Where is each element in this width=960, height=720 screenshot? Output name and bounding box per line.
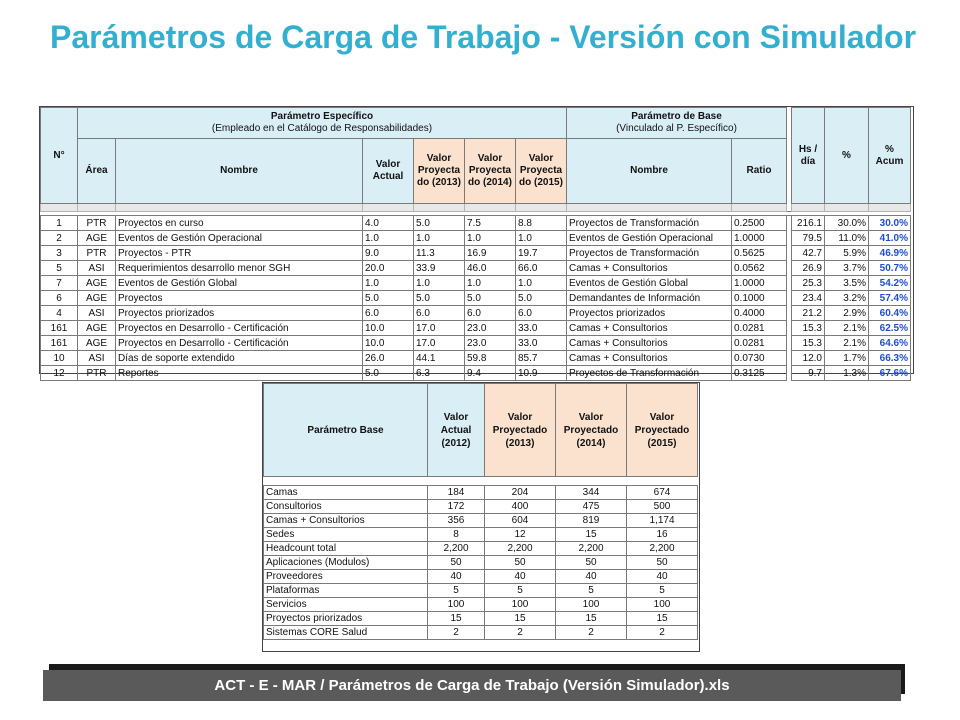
row-valor-2015[interactable]: 19.7 — [516, 246, 567, 261]
row-proyectado-2015[interactable]: 2,200 — [627, 542, 698, 556]
page-title: Parámetros de Carga de Trabajo - Versión con Simulador — [50, 19, 917, 55]
row-parametro[interactable]: Consultorios — [264, 500, 428, 514]
row-proyectado-2014[interactable]: 15 — [556, 528, 627, 542]
header-ratio: Ratio — [732, 139, 787, 204]
row-proyectado-2013[interactable]: 50 — [485, 556, 556, 570]
row-proyectado-2015[interactable]: 5 — [627, 584, 698, 598]
row-valor-2014[interactable]: 23.0 — [465, 336, 516, 351]
row-nombre[interactable]: Eventos de Gestión Operacional — [116, 231, 363, 246]
row-valor-actual[interactable]: 2 — [428, 626, 485, 640]
row-valor-2013[interactable]: 44.1 — [414, 351, 465, 366]
filter-row — [41, 204, 911, 212]
row-area[interactable]: ASI — [78, 351, 116, 366]
header-param-especifico-sub: (Empleado en el Catálogo de Responsabilidades) — [211, 123, 433, 134]
row-valor-actual[interactable]: 8 — [428, 528, 485, 542]
row-parametro[interactable]: Sistemas CORE Salud — [264, 626, 428, 640]
row-nombre[interactable]: Días de soporte extendido — [116, 351, 363, 366]
header-param-especifico — [78, 108, 567, 139]
row-valor-actual[interactable]: 1.0 — [363, 276, 414, 291]
row-proyectado-2014[interactable]: 40 — [556, 570, 627, 584]
row-ratio[interactable]: 1.0000 — [732, 231, 787, 246]
row-valor-2013[interactable]: 17.0 — [414, 336, 465, 351]
row-proyectado-2015[interactable]: 50 — [627, 556, 698, 570]
row-valor-2015[interactable]: 10.9 — [516, 366, 567, 381]
header-nombre: Nombre — [116, 139, 363, 204]
row-area[interactable]: PTR — [78, 366, 116, 381]
table-row — [264, 486, 698, 500]
row-pct-acum[interactable]: 41.0% — [869, 231, 911, 246]
row-proyectado-2013[interactable]: 5 — [485, 584, 556, 598]
row-parametro[interactable]: Camas + Consultorios — [264, 514, 428, 528]
row-pct[interactable]: 5.9% — [825, 246, 869, 261]
row-nombre-base[interactable]: Proyectos de Transformación — [567, 246, 732, 261]
row-ratio[interactable]: 1.0000 — [732, 276, 787, 291]
row-nombre-base[interactable]: Demandantes de Información — [567, 291, 732, 306]
row-proyectado-2015[interactable]: 500 — [627, 500, 698, 514]
row-valor-2014[interactable]: 6.0 — [465, 306, 516, 321]
row-pct-acum[interactable]: 57.4% — [869, 291, 911, 306]
row-hs-dia[interactable]: 12.0 — [792, 351, 825, 366]
table-row — [264, 542, 698, 556]
row-area[interactable]: AGE — [78, 321, 116, 336]
header-valor-actual: Valor Actual — [363, 139, 414, 204]
table-row — [41, 276, 911, 291]
row-valor-2013[interactable]: 1.0 — [414, 231, 465, 246]
row-ratio[interactable]: 0.0281 — [732, 321, 787, 336]
row-nombre-base[interactable]: Camas + Consultorios — [567, 336, 732, 351]
row-hs-dia[interactable]: 23.4 — [792, 291, 825, 306]
row-area[interactable]: ASI — [78, 306, 116, 321]
row-ratio[interactable]: 0.3125 — [732, 366, 787, 381]
row-number[interactable]: 6 — [41, 291, 78, 306]
row-valor-actual[interactable]: 40 — [428, 570, 485, 584]
table-row — [264, 528, 698, 542]
row-hs-dia[interactable]: 21.2 — [792, 306, 825, 321]
row-valor-2015[interactable]: 33.0 — [516, 336, 567, 351]
row-nombre[interactable]: Proyectos en Desarrollo - Certificación — [116, 336, 363, 351]
row-number[interactable]: 5 — [41, 261, 78, 276]
table-row — [264, 570, 698, 584]
table-row — [41, 336, 911, 351]
base-parameters-sheet — [262, 382, 700, 652]
row-valor-actual[interactable]: 15 — [428, 612, 485, 626]
row-proyectado-2015[interactable]: 2 — [627, 626, 698, 640]
header-parametro-base: Parámetro Base — [264, 384, 428, 477]
row-proyectado-2014[interactable]: 819 — [556, 514, 627, 528]
row-pct-acum[interactable]: 50.7% — [869, 261, 911, 276]
row-area[interactable]: AGE — [78, 291, 116, 306]
header-proyectado-2014: Valor Proyectado (2014) — [556, 384, 627, 477]
row-valor-actual[interactable]: 5.0 — [363, 366, 414, 381]
row-valor-2015[interactable]: 1.0 — [516, 231, 567, 246]
row-pct-acum[interactable]: 46.9% — [869, 246, 911, 261]
row-number[interactable]: 7 — [41, 276, 78, 291]
header-valor-2015: Valor Proyecta do (2015) — [516, 139, 567, 204]
row-valor-2014[interactable]: 5.0 — [465, 291, 516, 306]
row-ratio[interactable]: 0.0730 — [732, 351, 787, 366]
row-valor-2013[interactable]: 5.0 — [414, 216, 465, 231]
row-proyectado-2013[interactable]: 2,200 — [485, 542, 556, 556]
row-nombre-base[interactable]: Eventos de Gestión Global — [567, 276, 732, 291]
row-valor-actual[interactable]: 5.0 — [363, 291, 414, 306]
header-param-base-title: Parámetro de Base — [631, 111, 722, 122]
header-pct-acum: % Acum — [869, 108, 911, 204]
row-valor-2014[interactable]: 23.0 — [465, 321, 516, 336]
row-hs-dia[interactable]: 9.7 — [792, 366, 825, 381]
row-nombre[interactable]: Proyectos - PTR — [116, 246, 363, 261]
row-proyectado-2014[interactable]: 344 — [556, 486, 627, 500]
row-number[interactable]: 2 — [41, 231, 78, 246]
header-param-especifico-title: Parámetro Específico — [270, 111, 374, 122]
row-proyectado-2015[interactable]: 100 — [627, 598, 698, 612]
header-param-base — [567, 108, 787, 139]
row-proyectado-2013[interactable]: 15 — [485, 612, 556, 626]
row-valor-actual[interactable]: 1.0 — [363, 231, 414, 246]
row-parametro[interactable]: Proveedores — [264, 570, 428, 584]
row-ratio[interactable]: 0.0281 — [732, 336, 787, 351]
table-row — [41, 306, 911, 321]
row-valor-actual[interactable]: 356 — [428, 514, 485, 528]
table-row — [264, 598, 698, 612]
row-nombre[interactable]: Reportes — [116, 366, 363, 381]
row-parametro[interactable]: Servicios — [264, 598, 428, 612]
row-valor-2013[interactable]: 6.0 — [414, 306, 465, 321]
row-area[interactable]: PTR — [78, 246, 116, 261]
row-pct-acum[interactable]: 30.0% — [869, 216, 911, 231]
row-ratio[interactable]: 0.2500 — [732, 216, 787, 231]
row-pct[interactable]: 2.1% — [825, 336, 869, 351]
row-hs-dia[interactable]: 79.5 — [792, 231, 825, 246]
row-valor-2013[interactable]: 6.3 — [414, 366, 465, 381]
row-number[interactable]: 12 — [41, 366, 78, 381]
table-row — [41, 216, 911, 231]
row-pct[interactable]: 1.7% — [825, 351, 869, 366]
row-valor-2014[interactable]: 59.8 — [465, 351, 516, 366]
table-row — [264, 514, 698, 528]
filter-dropdown[interactable] — [41, 204, 78, 212]
row-area[interactable]: AGE — [78, 231, 116, 246]
row-valor-2014[interactable]: 16.9 — [465, 246, 516, 261]
row-proyectado-2013[interactable]: 400 — [485, 500, 556, 514]
header-valor-actual-2012: Valor Actual (2012) — [428, 384, 485, 477]
row-pct[interactable]: 30.0% — [825, 216, 869, 231]
row-hs-dia[interactable]: 15.3 — [792, 336, 825, 351]
header-area: Área — [78, 139, 116, 204]
row-proyectado-2015[interactable]: 674 — [627, 486, 698, 500]
row-valor-actual[interactable]: 10.0 — [363, 321, 414, 336]
table-row — [264, 556, 698, 570]
row-valor-2015[interactable]: 8.8 — [516, 216, 567, 231]
row-nombre-base[interactable]: Camas + Consultorios — [567, 321, 732, 336]
row-nombre-base[interactable]: Camas + Consultorios — [567, 351, 732, 366]
table-row — [41, 366, 911, 381]
row-pct[interactable]: 2.1% — [825, 321, 869, 336]
row-pct-acum[interactable]: 67.6% — [869, 366, 911, 381]
header-proyectado-2015: Valor Proyectado (2015) — [627, 384, 698, 477]
row-valor-actual[interactable]: 172 — [428, 500, 485, 514]
header-no: N° — [41, 108, 78, 204]
row-valor-actual[interactable]: 2,200 — [428, 542, 485, 556]
row-hs-dia[interactable]: 216.1 — [792, 216, 825, 231]
row-ratio[interactable]: 0.4000 — [732, 306, 787, 321]
row-nombre[interactable]: Proyectos — [116, 291, 363, 306]
filter-dropdown[interactable] — [516, 204, 567, 212]
filter-dropdown[interactable] — [792, 204, 825, 212]
row-ratio[interactable]: 0.0562 — [732, 261, 787, 276]
workload-parameters-sheet — [39, 106, 914, 379]
filter-dropdown[interactable] — [465, 204, 516, 212]
row-valor-2015[interactable]: 6.0 — [516, 306, 567, 321]
table-row — [41, 321, 911, 336]
row-valor-2014[interactable]: 7.5 — [465, 216, 516, 231]
row-area[interactable]: PTR — [78, 216, 116, 231]
row-valor-2013[interactable]: 17.0 — [414, 321, 465, 336]
filter-dropdown[interactable] — [116, 204, 363, 212]
row-number[interactable]: 1 — [41, 216, 78, 231]
row-valor-actual[interactable]: 9.0 — [363, 246, 414, 261]
footer-caption: ACT - E - MAR / Parámetros de Carga de Trabajo (Versión Simulador).xls — [43, 670, 901, 701]
row-valor-2014[interactable]: 1.0 — [465, 276, 516, 291]
row-pct-acum[interactable]: 62.5% — [869, 321, 911, 336]
row-proyectado-2014[interactable]: 475 — [556, 500, 627, 514]
row-valor-actual[interactable]: 184 — [428, 486, 485, 500]
row-nombre[interactable]: Proyectos en Desarrollo - Certificación — [116, 321, 363, 336]
row-parametro[interactable]: Headcount total — [264, 542, 428, 556]
row-valor-2015[interactable]: 66.0 — [516, 261, 567, 276]
row-proyectado-2013[interactable]: 100 — [485, 598, 556, 612]
row-proyectado-2013[interactable]: 12 — [485, 528, 556, 542]
row-proyectado-2014[interactable]: 50 — [556, 556, 627, 570]
row-number[interactable]: 4 — [41, 306, 78, 321]
row-proyectado-2014[interactable]: 2,200 — [556, 542, 627, 556]
row-parametro[interactable]: Aplicaciones (Modulos) — [264, 556, 428, 570]
row-number[interactable]: 161 — [41, 336, 78, 351]
row-valor-actual[interactable]: 26.0 — [363, 351, 414, 366]
row-valor-2015[interactable]: 5.0 — [516, 291, 567, 306]
row-pct[interactable]: 3.2% — [825, 291, 869, 306]
row-hs-dia[interactable]: 25.3 — [792, 276, 825, 291]
workload-parameters-table — [40, 107, 911, 381]
row-valor-actual[interactable]: 4.0 — [363, 216, 414, 231]
row-proyectado-2014[interactable]: 5 — [556, 584, 627, 598]
row-proyectado-2014[interactable]: 15 — [556, 612, 627, 626]
table-row — [264, 500, 698, 514]
row-parametro[interactable]: Proyectos priorizados — [264, 612, 428, 626]
row-valor-actual[interactable]: 100 — [428, 598, 485, 612]
row-nombre[interactable]: Proyectos en curso — [116, 216, 363, 231]
row-nombre[interactable]: Requerimientos desarrollo menor SGH — [116, 261, 363, 276]
row-parametro[interactable]: Camas — [264, 486, 428, 500]
row-hs-dia[interactable]: 15.3 — [792, 321, 825, 336]
row-proyectado-2013[interactable]: 2 — [485, 626, 556, 640]
header-param-base-sub: (Vinculado al P. Específico) — [616, 123, 737, 134]
filter-dropdown[interactable] — [825, 204, 869, 212]
row-valor-2015[interactable]: 1.0 — [516, 276, 567, 291]
row-valor-2013[interactable]: 5.0 — [414, 291, 465, 306]
row-valor-actual[interactable]: 5 — [428, 584, 485, 598]
row-valor-actual[interactable]: 50 — [428, 556, 485, 570]
table-row — [264, 584, 698, 598]
table-row — [41, 246, 911, 261]
row-nombre[interactable]: Proyectos priorizados — [116, 306, 363, 321]
row-valor-2015[interactable]: 33.0 — [516, 321, 567, 336]
table-row — [41, 261, 911, 276]
row-pct-acum[interactable]: 64.6% — [869, 336, 911, 351]
row-nombre-base[interactable]: Eventos de Gestión Operacional — [567, 231, 732, 246]
row-area[interactable]: AGE — [78, 276, 116, 291]
row-valor-2013[interactable]: 11.3 — [414, 246, 465, 261]
row-area[interactable]: AGE — [78, 336, 116, 351]
row-valor-actual[interactable]: 6.0 — [363, 306, 414, 321]
filter-dropdown[interactable] — [414, 204, 465, 212]
header-pct: % — [825, 108, 869, 204]
table-row — [41, 231, 911, 246]
row-hs-dia[interactable]: 26.9 — [792, 261, 825, 276]
row-valor-2013[interactable]: 33.9 — [414, 261, 465, 276]
row-nombre-base[interactable]: Proyectos de Transformación — [567, 366, 732, 381]
row-proyectado-2014[interactable]: 100 — [556, 598, 627, 612]
row-pct[interactable]: 11.0% — [825, 231, 869, 246]
row-valor-2014[interactable]: 9.4 — [465, 366, 516, 381]
header-hs-dia: Hs / día — [792, 108, 825, 204]
filter-dropdown[interactable] — [732, 204, 787, 212]
row-number[interactable]: 161 — [41, 321, 78, 336]
row-valor-2013[interactable]: 1.0 — [414, 276, 465, 291]
row-pct-acum[interactable]: 60.4% — [869, 306, 911, 321]
table-row — [41, 291, 911, 306]
row-pct[interactable]: 2.9% — [825, 306, 869, 321]
header-valor-2013: Valor Proyecta do (2013) — [414, 139, 465, 204]
row-pct[interactable]: 1.3% — [825, 366, 869, 381]
row-proyectado-2013[interactable]: 40 — [485, 570, 556, 584]
row-hs-dia[interactable]: 42.7 — [792, 246, 825, 261]
row-area[interactable]: ASI — [78, 261, 116, 276]
row-proyectado-2014[interactable]: 2 — [556, 626, 627, 640]
base-parameters-table — [263, 383, 698, 640]
row-proyectado-2013[interactable]: 604 — [485, 514, 556, 528]
header-proyectado-2013: Valor Proyectado (2013) — [485, 384, 556, 477]
filter-dropdown[interactable] — [78, 204, 116, 212]
row-number[interactable]: 3 — [41, 246, 78, 261]
row-valor-actual[interactable]: 10.0 — [363, 336, 414, 351]
row-ratio[interactable]: 0.5625 — [732, 246, 787, 261]
row-ratio[interactable]: 0.1000 — [732, 291, 787, 306]
row-nombre-base[interactable]: Camas + Consultorios — [567, 261, 732, 276]
row-number[interactable]: 10 — [41, 351, 78, 366]
header-valor-2014: Valor Proyecta do (2014) — [465, 139, 516, 204]
row-valor-2014[interactable]: 1.0 — [465, 231, 516, 246]
row-proyectado-2015[interactable]: 1,174 — [627, 514, 698, 528]
row-nombre-base[interactable]: Proyectos de Transformación — [567, 216, 732, 231]
row-nombre[interactable]: Eventos de Gestión Global — [116, 276, 363, 291]
row-proyectado-2013[interactable]: 204 — [485, 486, 556, 500]
row-valor-actual[interactable]: 20.0 — [363, 261, 414, 276]
row-proyectado-2015[interactable]: 16 — [627, 528, 698, 542]
header-nombre-base: Nombre — [567, 139, 732, 204]
row-nombre-base[interactable]: Proyectos priorizados — [567, 306, 732, 321]
row-valor-2015[interactable]: 85.7 — [516, 351, 567, 366]
row-valor-2014[interactable]: 46.0 — [465, 261, 516, 276]
row-proyectado-2015[interactable]: 15 — [627, 612, 698, 626]
filter-dropdown[interactable] — [869, 204, 911, 212]
row-parametro[interactable]: Sedes — [264, 528, 428, 542]
table-row — [264, 612, 698, 626]
row-proyectado-2015[interactable]: 40 — [627, 570, 698, 584]
row-parametro[interactable]: Plataformas — [264, 584, 428, 598]
table-row — [41, 351, 911, 366]
filter-dropdown[interactable] — [567, 204, 732, 212]
filter-dropdown[interactable] — [363, 204, 414, 212]
row-pct[interactable]: 3.5% — [825, 276, 869, 291]
table-row — [264, 626, 698, 640]
row-pct-acum[interactable]: 66.3% — [869, 351, 911, 366]
row-pct[interactable]: 3.7% — [825, 261, 869, 276]
row-pct-acum[interactable]: 54.2% — [869, 276, 911, 291]
